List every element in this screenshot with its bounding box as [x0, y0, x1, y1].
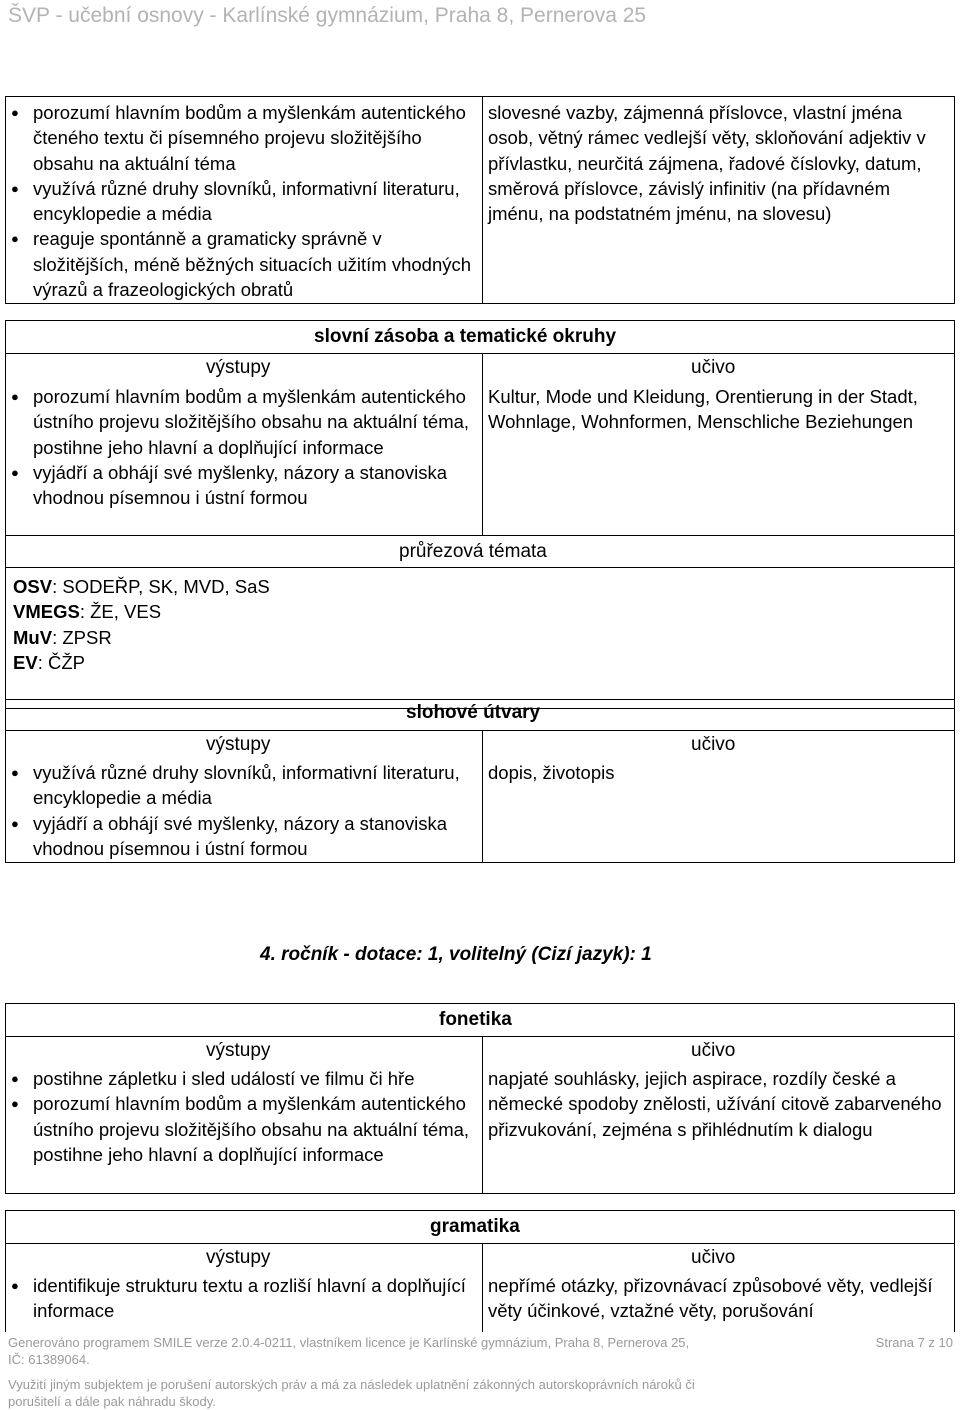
cross-topic: OSV: SODEŘP, SK, MVD, SaS	[13, 576, 270, 597]
list-item: ● vyjádří a obhájí své myšlenky, názory a stanoviska vhodnou písemnou i ústní formou	[11, 812, 448, 859]
column-divider	[482, 353, 483, 535]
bullet-icon: ●	[11, 464, 19, 480]
style-outcomes	[11, 760, 473, 861]
section-title: gramatika	[430, 1216, 520, 1237]
footer-generator: Generováno programem SMILE verze 2.0.4-0211, vlastníkem licence je Karlínské gymnázium, Praha 8, Pernerova 25,	[8, 1335, 690, 1350]
column-divider	[482, 97, 483, 303]
col-header-outcomes: výstupy	[206, 357, 271, 378]
vocab-curriculum: Kultur, Mode und Kleidung, Orentierung in der Stadt, Wohnlage, Wohnformen, Menschliche Beziehungen	[488, 386, 918, 433]
bullet-icon: ●	[11, 765, 19, 780]
list-item: ● porozumí hlavním bodům a myšlenkám autentického čteného textu či písemného projevu složitějšího obsahu na aktuální téma	[11, 102, 466, 174]
page-header-title: ŠVP - učební osnovy - Karlínské gymnázium, Praha 8, Pernerova 25	[8, 4, 647, 27]
section-title: slohové útvary	[406, 702, 541, 723]
list-item: ● využívá různé druhy slovníků, informativní literaturu, encyklopedie a média	[11, 177, 460, 225]
col-header-curriculum: učivo	[691, 357, 736, 378]
col-header-curriculum: učivo	[691, 1247, 736, 1268]
footer-page-number: Strana 7 z 10	[875, 1335, 953, 1350]
cross-topics-title: průřezová témata	[399, 541, 547, 562]
bullet-icon: ●	[11, 389, 19, 404]
list-item: ● vyjádří a obhájí své myšlenky, názory a stanoviska vhodnou písemnou i ústní formou	[11, 461, 448, 509]
section-title: fonetika	[439, 1009, 512, 1030]
vocab-block	[5, 320, 955, 709]
title-divider	[6, 353, 954, 354]
list-item: ● reaguje spontánně a gramaticky správně v složitějších, méně běžných situacích užitím vhodných výrazů a frazeologických obratů	[11, 228, 472, 301]
bullet-icon: ●	[11, 1096, 19, 1112]
title-divider	[6, 1243, 954, 1244]
list-item: ● postihne zápletku i sled událostí ve filmu či hře	[33, 1066, 473, 1091]
col-header-outcomes: výstupy	[206, 1040, 271, 1061]
column-divider	[482, 1036, 483, 1193]
phonetics-block	[5, 1003, 955, 1194]
col-header-curriculum: učivo	[691, 734, 736, 755]
column-divider	[482, 730, 483, 862]
grammar-curriculum: nepřímé otázky, přizovnávací způsobové věty, vedlejší věty účinkové, vztažné věty, porušování	[488, 1275, 933, 1322]
title-divider	[6, 1036, 954, 1037]
list-item: ● využívá různé druhy slovníků, informativní literaturu, encyklopedie a média	[11, 762, 460, 809]
grade-heading: 4. ročník - dotace: 1, volitelný (Cizí jazyk): 1	[260, 944, 652, 965]
grammar-block	[5, 1210, 955, 1332]
col-header-outcomes: výstupy	[206, 734, 271, 755]
grammar-outcomes	[11, 1273, 473, 1324]
footer-ico: IČ: 61389064.	[8, 1352, 90, 1367]
col-header-outcomes: výstupy	[206, 1247, 271, 1268]
list-item: ● identifikuje strukturu textu a rozliší hlavní a doplňující informace	[11, 1275, 466, 1322]
cross-topic: EV: ČŽP	[13, 651, 85, 673]
style-top-border	[5, 699, 955, 700]
list-item: ● porozumí hlavním bodům a myšlenkám autentického ústního projevu složitějšího obsahu na aktuální téma, postihne jeho hlavní a doplňující informace	[11, 386, 470, 458]
vocab-outcomes	[11, 384, 473, 510]
phonetics-curriculum: napjaté souhlásky, jejich aspirace, rozdíly české a německé spodoby znělosti, užívání citově zabarveného přizvukování, zejména s přihlédnutím k dialogu	[488, 1068, 942, 1140]
bullet-icon: ●	[11, 1278, 19, 1293]
section-title: slovní zásoba a tematické okruhy	[314, 326, 617, 347]
cross-title-divider	[6, 567, 954, 568]
top-block	[5, 96, 955, 304]
bullet-icon: ●	[11, 1071, 19, 1086]
top-outcomes	[11, 100, 473, 302]
phonetics-outcomes	[11, 1066, 473, 1167]
list-item: ● porozumí hlavním bodům a myšlenkám autentického ústního projevu složitějšího obsahu na aktuální téma, postihne jeho hlavní a doplňující informace	[11, 1093, 470, 1165]
bullet-icon: ●	[11, 180, 19, 196]
title-divider	[6, 730, 954, 731]
col-header-curriculum: učivo	[691, 1040, 736, 1061]
style-block	[5, 699, 955, 863]
footer-copyright: Využití jiným subjektem je porušení autorských práv a má za následek uplatnění zákonných autorskoprávních nároků či	[8, 1377, 695, 1392]
bullet-icon: ●	[11, 231, 19, 247]
bullet-icon: ●	[11, 105, 19, 120]
cross-divider	[6, 535, 954, 536]
footer-copyright-2: porušitelí a dále pak náhradu škody.	[8, 1394, 216, 1409]
style-curriculum: dopis, životopis	[488, 762, 615, 783]
cross-topic: VMEGS: ŽE, VES	[13, 601, 162, 623]
cross-topics-list	[13, 574, 513, 675]
column-divider	[482, 1243, 483, 1332]
bullet-icon: ●	[11, 815, 19, 831]
top-curriculum: slovesné vazby, zájmenná příslovce, vlastní jména osob, větný rámec vedlejší věty, skloňování adjektiv v přívlastku, neurčitá zájmena, řadové číslovky, datum, směrová příslovce, závislý infinitiv (na přídavném jménu, na podstatném jménu, na slovesu)	[488, 102, 926, 225]
cross-topic: MuV: ZPSR	[13, 626, 112, 648]
